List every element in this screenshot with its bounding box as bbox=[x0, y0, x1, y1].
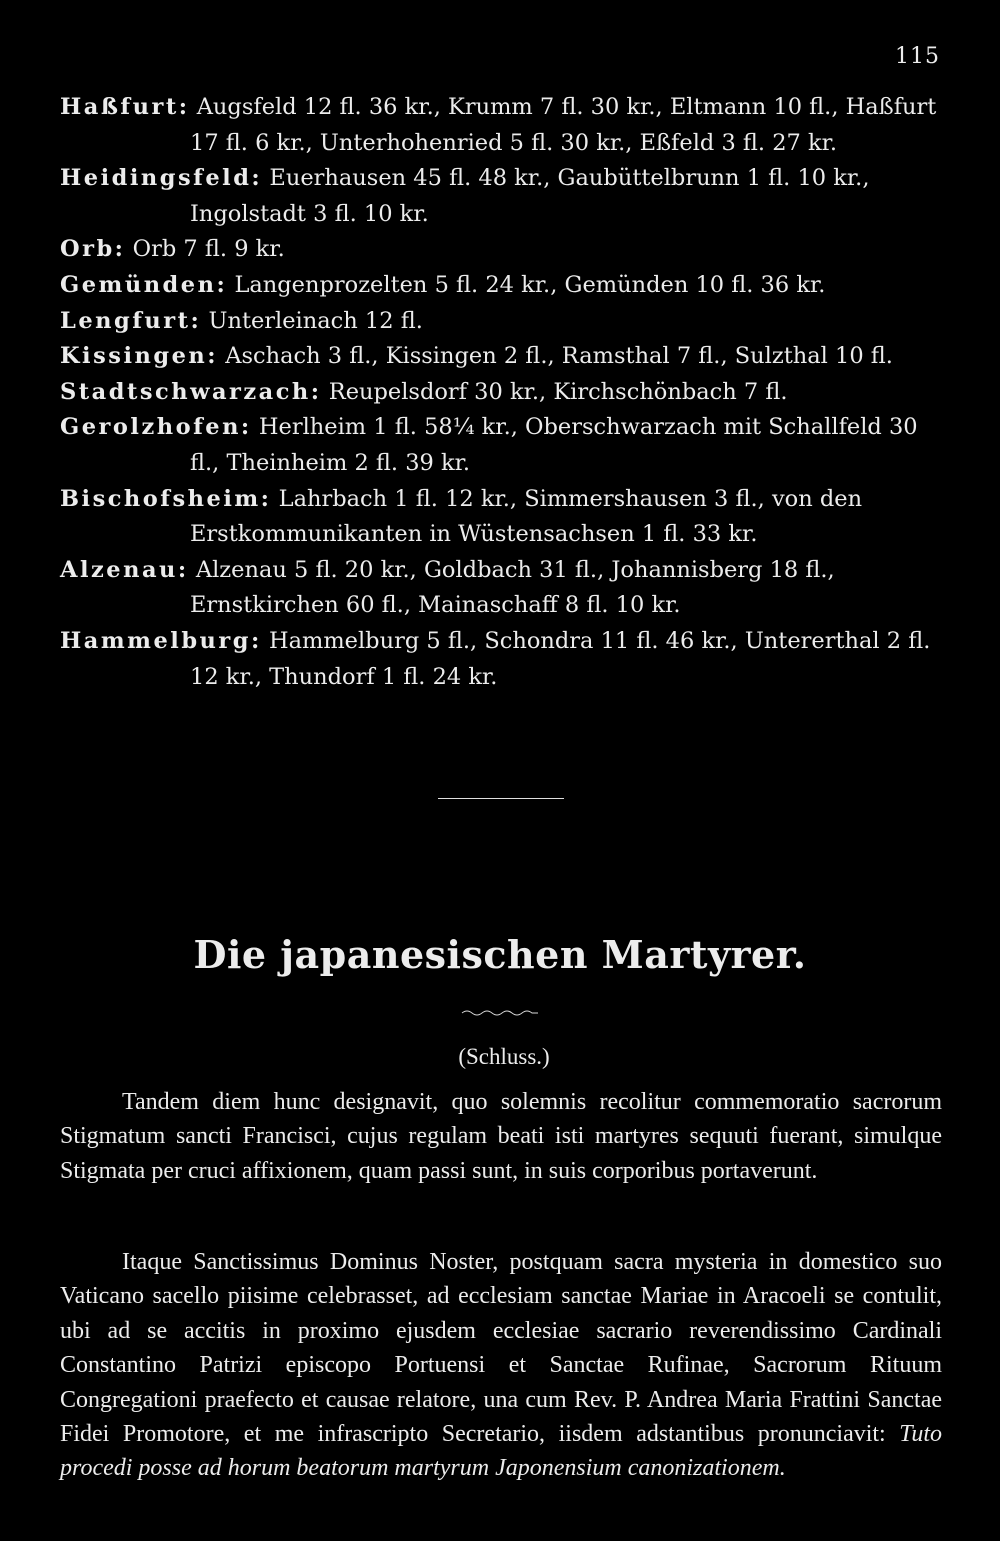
list-item bbox=[60, 375, 950, 411]
list-item bbox=[60, 304, 950, 340]
deanery-name: Heidingsfeld: bbox=[60, 165, 263, 192]
paragraph-text: Tandem diem hunc designavit, quo solemnis recolitur commemoratio sacrorum Stigmatum sancti Francisci, cujus regulam beati isti martyres sequuti fuerant, simulque Stigmata per cruci affixionem, quam passi sunt, in suis corporibus portaverunt. bbox=[60, 1089, 942, 1184]
decree-quote: Tuto procedi posse ad horum beatorum martyrum Japonensium canonizationem. bbox=[60, 1421, 942, 1482]
paragraph-text bbox=[60, 1245, 942, 1486]
donation-details: Herlheim 1 fl. 58¼ kr., Oberschwarzach mit Schallfeld 30 fl., Theinheim 2 fl. 39 kr. bbox=[190, 414, 918, 476]
list-item bbox=[60, 553, 950, 624]
deanery-name: Gemünden: bbox=[60, 271, 228, 298]
donation-details: Orb 7 fl. 9 kr. bbox=[132, 236, 285, 263]
section-divider bbox=[438, 798, 564, 799]
paragraph-body: Itaque Sanctissimus Dominus Noster, postquam sacra mysteria in domestico suo Vaticano sacello piisime celebrasset, ad ecclesiam sanctae Mariae in Aracoeli se contulit, ubi ad se accitis in proximo ejusdem ecclesiae sacrario reverendissimo Cardinali Constantino Patrizi episcopo Portuensi et Sanctae Rufinae, Sacrorum Rituum Congregationi praefecto et causae relatore, una cum Rev. P. Andrea Maria Frattini Sanctae Fidei Promotore, et me infrascripto Secretario, iisdem adstantibus pronunciavit: bbox=[60, 1249, 942, 1448]
list-item bbox=[60, 624, 950, 695]
deanery-name: Gerolzhofen: bbox=[60, 414, 252, 441]
donation-details: Langenprozelten 5 fl. 24 kr., Gemünden 10 fl. 36 kr. bbox=[234, 271, 826, 298]
paragraph bbox=[60, 1245, 942, 1486]
deanery-name: Alzenau: bbox=[60, 556, 189, 583]
donation-details: Hammelburg 5 fl., Schondra 11 fl. 46 kr., Untererthal 2 fl. 12 kr., Thundorf 1 fl. 24 kr. bbox=[190, 627, 931, 690]
list-item bbox=[60, 410, 950, 481]
deanery-name: Orb: bbox=[60, 236, 126, 263]
deanery-name: Stadtschwarzach: bbox=[60, 378, 322, 405]
ornament-flourish bbox=[460, 1008, 540, 1018]
paragraph bbox=[60, 1085, 942, 1188]
donation-details: Augsfeld 12 fl. 36 kr., Krumm 7 fl. 30 kr., Eltmann 10 fl., Haßfurt 17 fl. 6 kr., Unterhohenried 5 fl. 30 kr., Eßfeld 3 fl. 27 kr. bbox=[190, 94, 937, 156]
list-item bbox=[60, 268, 950, 304]
donation-list bbox=[60, 90, 950, 695]
donation-details: Reupelsdorf 30 kr., Kirchschönbach 7 fl. bbox=[328, 378, 788, 405]
list-item bbox=[60, 161, 950, 232]
donation-details: Euerhausen 45 fl. 48 kr., Gaubüttelbrunn 1 fl. 10 kr., Ingolstadt 3 fl. 10 kr. bbox=[190, 165, 870, 227]
deanery-name: Bischofsheim: bbox=[60, 485, 272, 512]
page-number: 115 bbox=[895, 44, 940, 69]
donation-details: Lahrbach 1 fl. 12 kr., Simmershausen 3 fl., von den Erstkommunikanten in Wüstensachsen 1 fl. 33 kr. bbox=[190, 485, 863, 548]
deanery-name: Kissingen: bbox=[60, 343, 219, 370]
list-item bbox=[60, 232, 950, 268]
donation-details: Unterleinach 12 fl. bbox=[208, 307, 423, 334]
article-subtitle: (Schluss.) bbox=[458, 1044, 550, 1069]
list-item bbox=[60, 482, 950, 553]
donation-details: Alzenau 5 fl. 20 kr., Goldbach 31 fl., Johannisberg 18 fl., Ernstkirchen 60 fl., Mainaschaff 8 fl. 10 kr. bbox=[190, 556, 835, 619]
deanery-name: Hammelburg: bbox=[60, 627, 262, 654]
deanery-name: Haßfurt: bbox=[60, 94, 190, 120]
list-item bbox=[60, 339, 950, 375]
article-title: Die japanesischen Martyrer. bbox=[193, 932, 807, 977]
donation-details: Aschach 3 fl., Kissingen 2 fl., Ramsthal 7 fl., Sulzthal 10 fl. bbox=[225, 343, 893, 370]
list-item bbox=[60, 90, 950, 161]
deanery-name: Lengfurt: bbox=[60, 307, 202, 334]
